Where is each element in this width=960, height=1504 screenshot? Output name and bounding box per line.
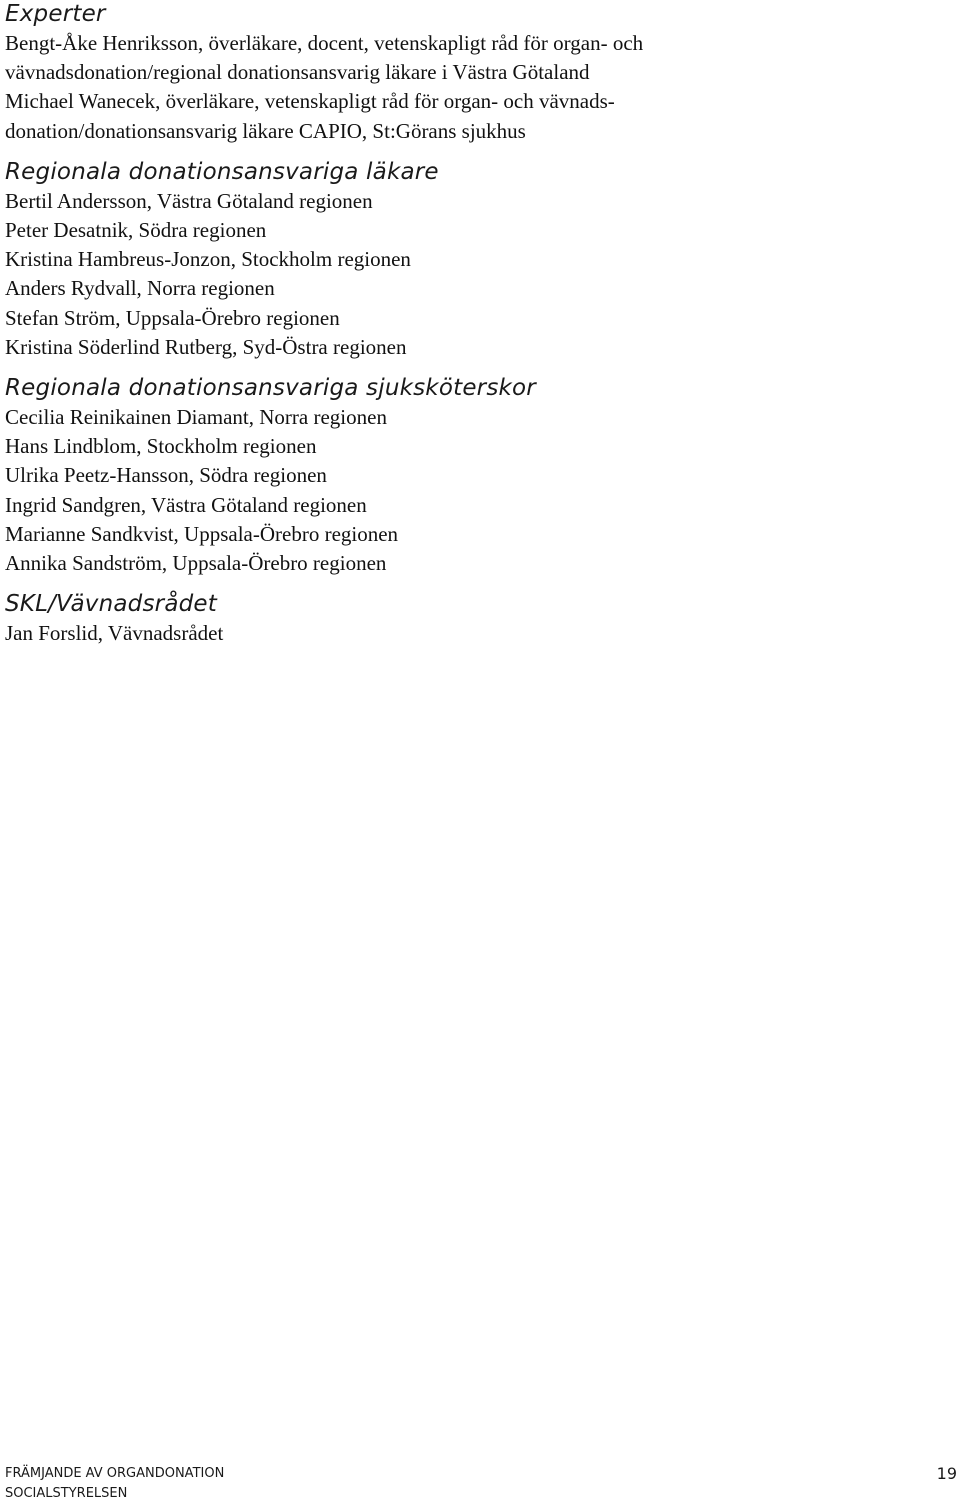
list-item: Michael Wanecek, överläkare, vetenskapligt råd för organ- och vävnads- xyxy=(5,89,615,114)
footer-text xyxy=(5,1464,957,1504)
list-item: donation/donationsansvarig läkare CAPIO, St:Görans sjukhus xyxy=(5,118,526,143)
section-regional-nurses xyxy=(5,374,945,578)
document-page xyxy=(5,0,945,660)
list-item: Ingrid Sandgren, Västra Götaland regionen xyxy=(5,492,367,517)
list-item: Stefan Ström, Uppsala-Örebro regionen xyxy=(5,305,340,330)
list-item: Hans Lindblom, Stockholm regionen xyxy=(5,434,317,459)
list-item: vävnadsdonation/regional donationsansvarig läkare i Västra Götaland xyxy=(5,60,590,85)
list-item: Marianne Sandkvist, Uppsala-Örebro regionen xyxy=(5,521,399,546)
list-item: Jan Forslid, Vävnadsrådet xyxy=(5,621,224,646)
list-item: Kristina Söderlind Rutberg, Syd-Östra regionen xyxy=(5,334,407,359)
section-heading: Regionala donationsansvariga läkare xyxy=(5,158,439,185)
list-item: Annika Sandström, Uppsala-Örebro regionen xyxy=(5,551,387,576)
list-item: Bengt-Åke Henriksson, överläkare, docent, vetenskapligt råd för organ- och xyxy=(5,31,644,55)
list-item: Kristina Hambreus-Jonzon, Stockholm regionen xyxy=(5,247,411,272)
list-item: Peter Desatnik, Södra regionen xyxy=(5,218,267,243)
list-item: Cecilia Reinikainen Diamant, Norra regionen xyxy=(5,405,387,430)
section-skl-vavnadsradet xyxy=(5,590,945,648)
footer-title: FRÄMJANDE AV ORGANDONATION xyxy=(5,1466,225,1481)
list-item: Bertil Andersson, Västra Götaland regionen xyxy=(5,188,373,213)
section-regional-doctors xyxy=(5,158,945,362)
section-heading: Experter xyxy=(5,1,106,27)
section-heading: SKL/Vävnadsrådet xyxy=(5,591,217,618)
footer-publisher: SOCIALSTYRELSEN xyxy=(5,1486,128,1501)
list-item: Ulrika Peetz-Hansson, Södra regionen xyxy=(5,463,327,488)
page-number: 19 xyxy=(936,1464,957,1483)
section-experter xyxy=(5,0,945,146)
section-heading: Regionala donationsansvariga sjuksköterskor xyxy=(5,375,536,402)
page-footer xyxy=(5,1464,957,1504)
list-item: Anders Rydvall, Norra regionen xyxy=(5,276,275,301)
